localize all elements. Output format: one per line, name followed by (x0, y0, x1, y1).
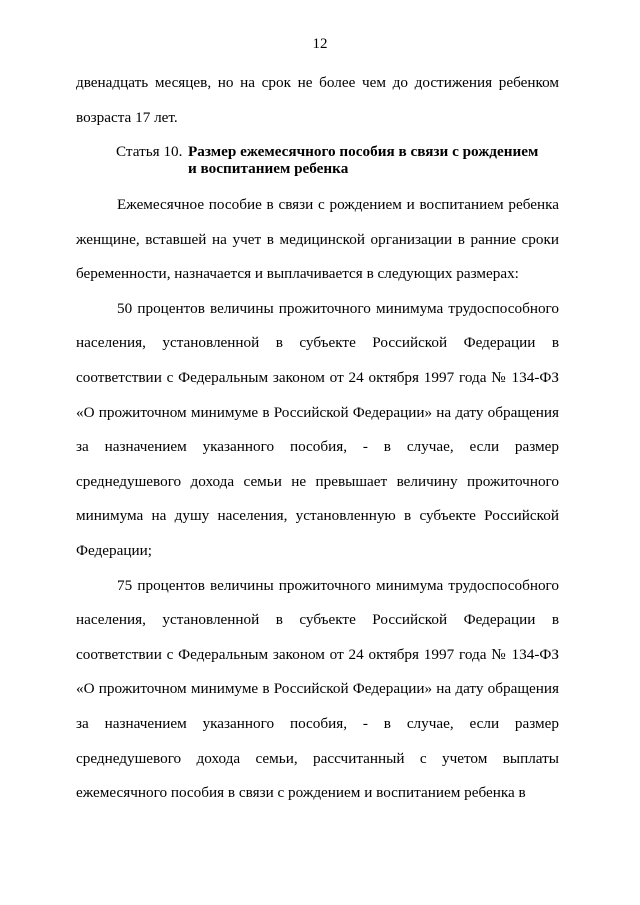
article-heading (116, 143, 566, 177)
article-body (76, 188, 559, 811)
article-title: Размер ежемесячного пособия в связи с рождением и воспитанием ребенка (188, 143, 539, 177)
body-paragraph-50-percent: 50 процентов величины прожиточного минимума трудоспособного населения, установленной в субъекте Российской Федерации в соответствии с Федеральным законом от 24 октября 1997 года № 134-ФЗ «О прожиточном минимуме в Российской Федерации» на дату обращения за назначением указанного пособия, - в случае, если размер среднедушевого дохода семьи не превышает величину прожиточного минимума на душу населения, установленную в субъекте Российской Федерации; (76, 299, 559, 559)
article-label: Статья 10. (116, 143, 183, 160)
continuation-paragraph: двенадцать месяцев, но на срок не более чем до достижения ребенком возраста 17 лет. (76, 74, 559, 126)
page-number: 12 (312, 36, 328, 52)
body-paragraph-intro: Ежемесячное пособие в связи с рождением и воспитанием ребенка женщине, вставшей на учет в медицинской организации в ранние сроки беременности, назначается и выплачивается в следующих размерах: (76, 196, 559, 283)
continuation-block (76, 66, 559, 135)
body-paragraph-75-percent: 75 процентов величины прожиточного минимума трудоспособного населения, установленной в субъекте Российской Федерации в соответствии с Федеральным законом от 24 октября 1997 года № 134-ФЗ «О прожиточном минимуме в Российской Федерации» на дату обращения за назначением указанного пособия, - в случае, если размер среднедушевого дохода семьи, рассчитанный с учетом выплаты ежемесячного пособия в связи с рождением и воспитанием ребенка в (76, 576, 559, 802)
